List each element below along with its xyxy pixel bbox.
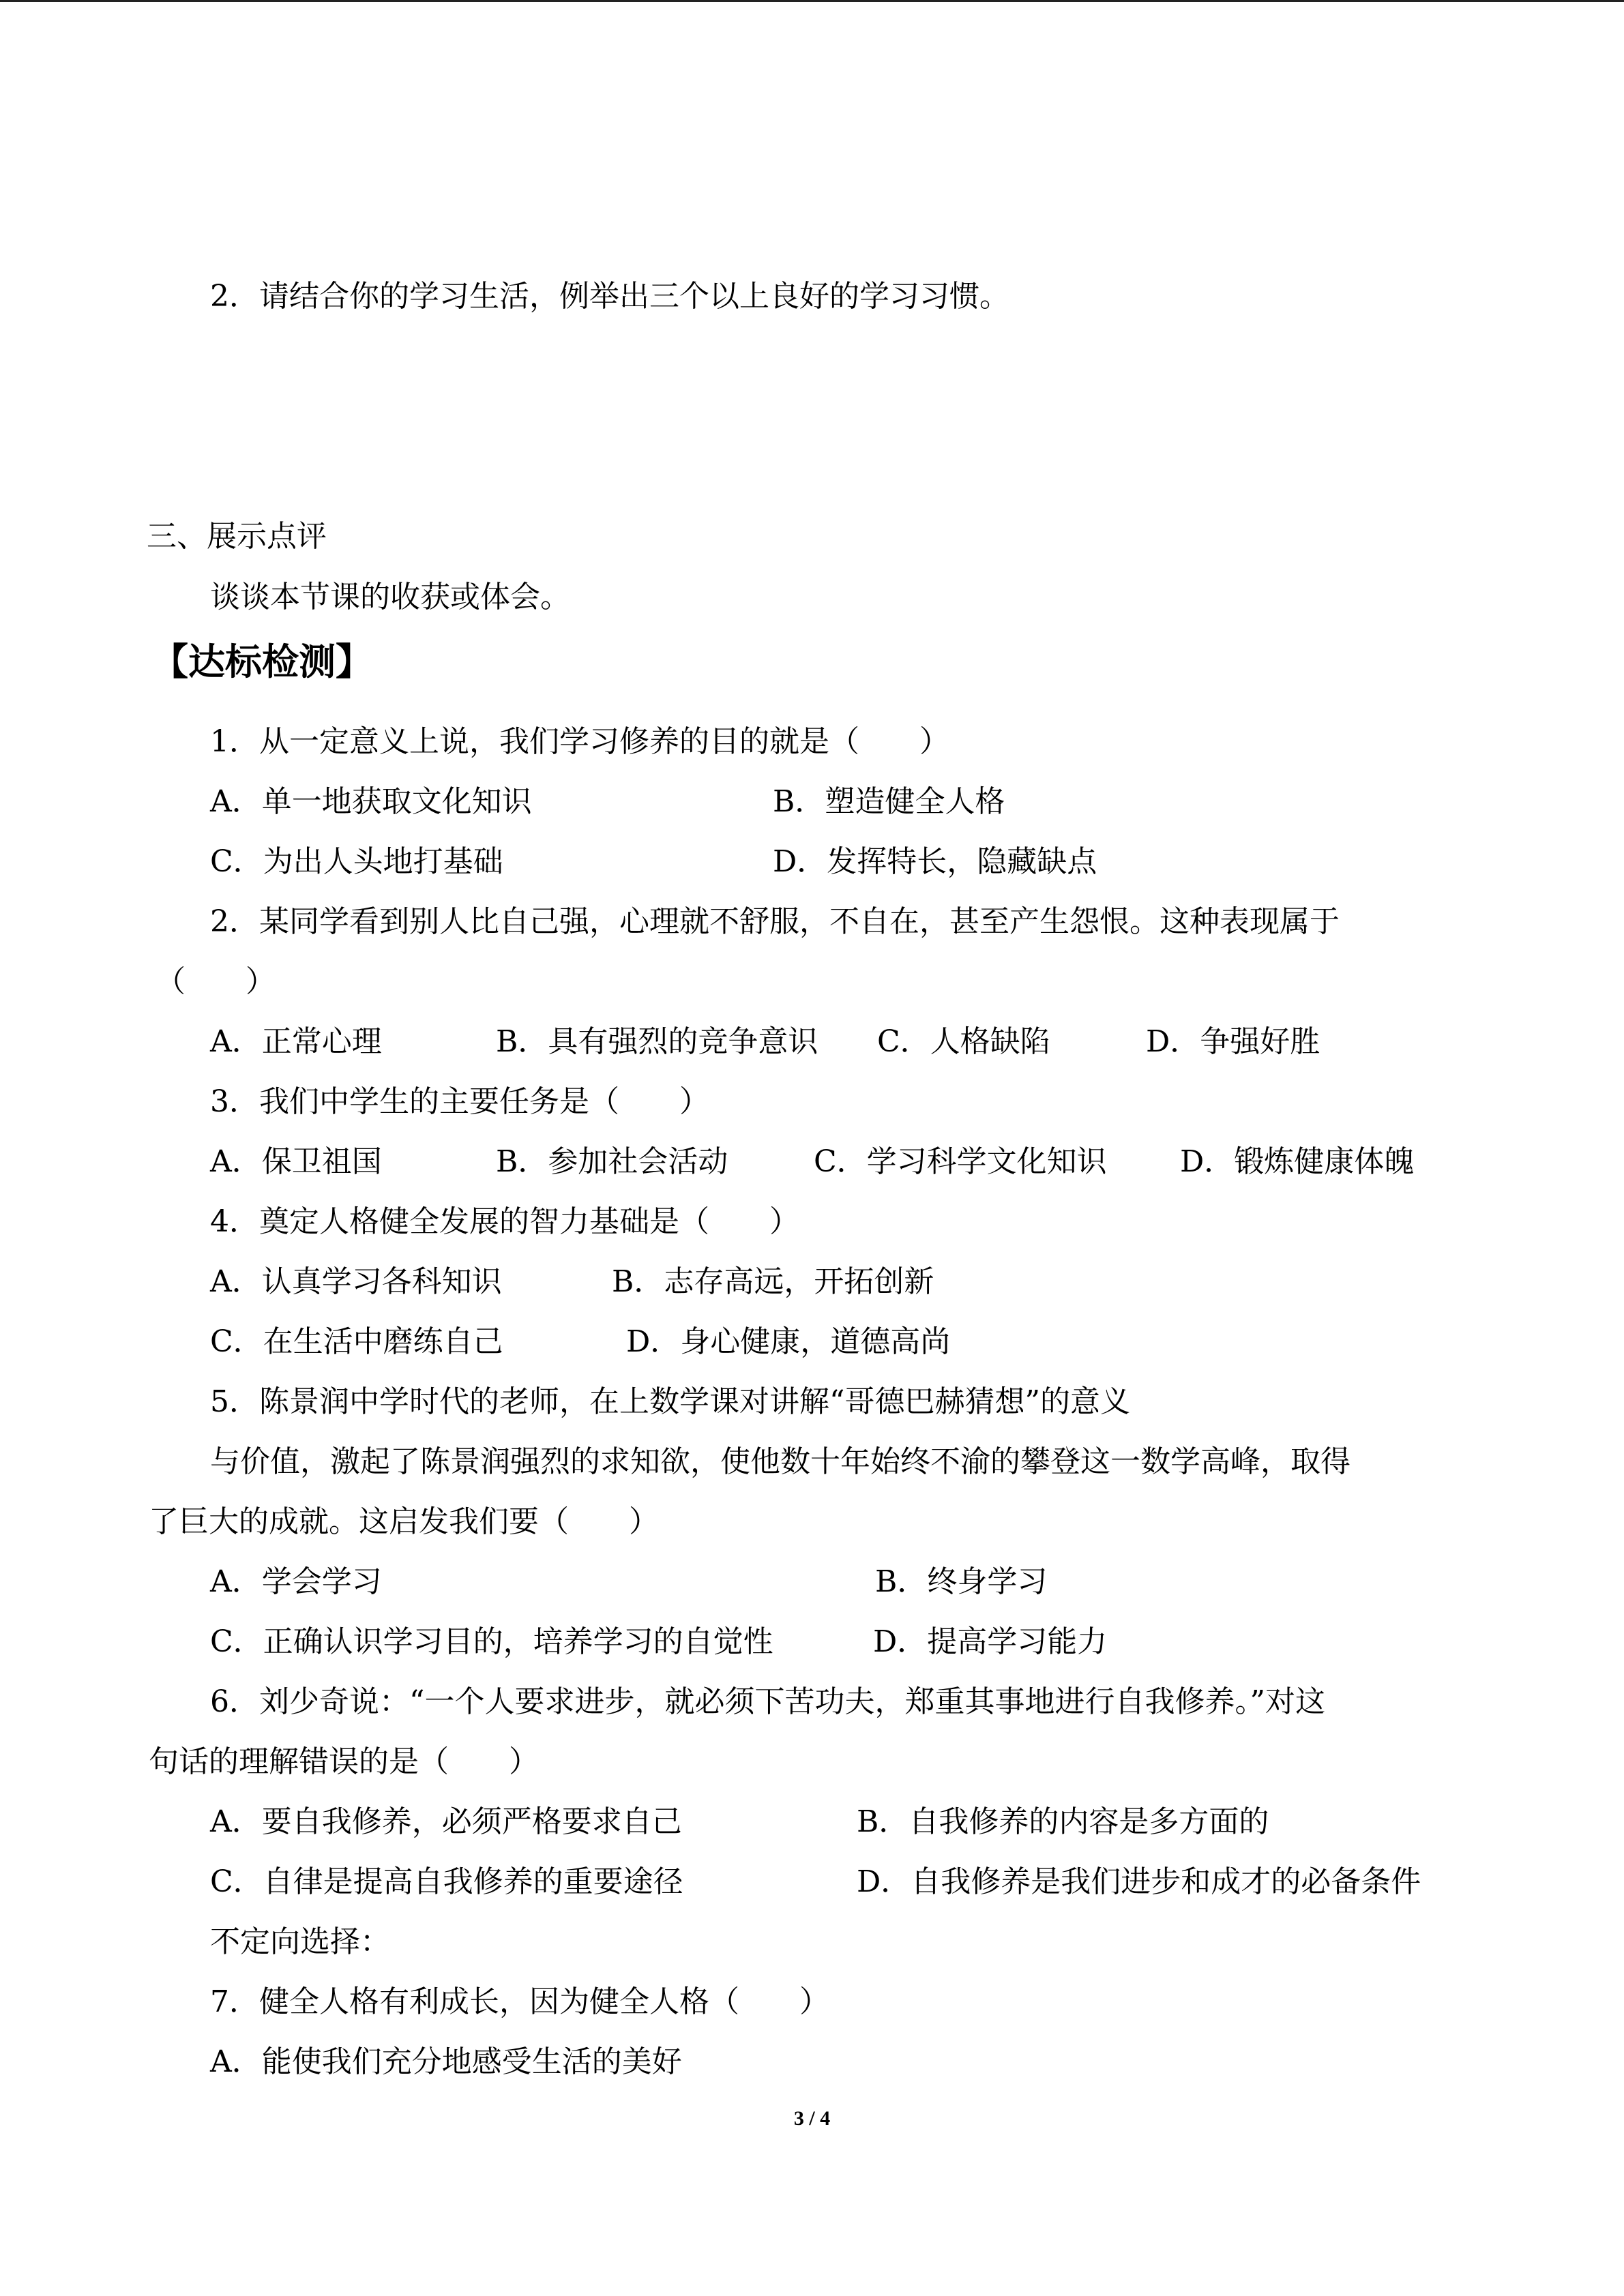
question-5-stem-cont: 与价值，激起了陈景润强烈的求知欲，使他数十年始终不渝的攀登这一数学高峰，取得	[210, 1444, 1350, 1479]
question-5-stem: 5．陈景润中学时代的老师，在上数学课对讲解“哥德巴赫猜想”的意义	[210, 1384, 1130, 1419]
question-4-stem: 4．奠定人格健全发展的智力基础是（ ）	[210, 1204, 799, 1239]
open-question-2: 2．请结合你的学习生活，例举出三个以上良好的学习习惯。	[210, 279, 1009, 314]
q1-option-b: B．塑造健全人格	[773, 784, 1005, 819]
q2-option-c: C．人格缺陷	[877, 1024, 1050, 1059]
question-3-stem: 3．我们中学生的主要任务是（ ）	[210, 1084, 709, 1119]
q2-option-a: A．正常心理	[210, 1024, 382, 1059]
q7-option-a: A．能使我们充分地感受生活的美好	[210, 2044, 682, 2079]
check-section-title: 【达标检测】	[151, 640, 372, 683]
q4-option-c: C．在生活中磨练自己	[210, 1324, 503, 1359]
q6-option-b: B．自我修养的内容是多方面的	[857, 1804, 1269, 1839]
q3-option-d: D．锻炼健康体魄	[1180, 1144, 1415, 1179]
question-2-stem: 2．某同学看到别人比自己强，心理就不舒服，不自在，甚至产生怨恨。这种表现属于	[210, 904, 1340, 939]
q6-option-c: C．自律是提高自我修养的重要途径	[210, 1864, 683, 1899]
section-3-title: 三、展示点评	[147, 519, 327, 554]
section-3-prompt: 谈谈本节课的收获或体会。	[210, 580, 570, 614]
q2-option-d: D．争强好胜	[1146, 1024, 1320, 1059]
q5-option-d: D．提高学习能力	[873, 1624, 1108, 1659]
q3-option-a: A．保卫祖国	[210, 1144, 382, 1179]
q2-option-b: B．具有强烈的竞争意识	[496, 1024, 818, 1059]
q5-option-a: A．学会学习	[210, 1564, 382, 1599]
page-top-border	[0, 0, 1624, 2]
q3-option-c: C．学习科学文化知识	[814, 1144, 1107, 1179]
question-6-stem: 6．刘少奇说：“一个人要求进步，就必须下苦功夫，郑重其事地进行自我修养。”对这	[210, 1684, 1325, 1719]
multi-choice-label: 不定向选择：	[210, 1924, 390, 1959]
question-6-stem-cont: 句话的理解错误的是（ ）	[149, 1744, 539, 1779]
question-7-stem: 7．健全人格有利成长，因为健全人格（ ）	[210, 1984, 829, 2019]
q6-option-a: A．要自我修养，必须严格要求自己	[210, 1804, 682, 1839]
page-number: 3 / 4	[793, 2107, 831, 2130]
q1-option-d: D．发挥特长，隐藏缺点	[773, 844, 1097, 879]
q6-option-d: D．自我修养是我们进步和成才的必备条件	[857, 1864, 1421, 1899]
q3-option-b: B．参加社会活动	[496, 1144, 728, 1179]
q5-option-c: C．正确认识学习目的，培养学习的自觉性	[210, 1624, 773, 1659]
question-2-stem-cont: （ ）	[156, 964, 276, 999]
q4-option-b: B．志存高远，开拓创新	[612, 1264, 934, 1299]
q1-option-a: A．单一地获取文化知识	[210, 784, 532, 819]
question-5-stem-cont2: 了巨大的成就。这启发我们要（ ）	[149, 1504, 659, 1539]
q4-option-a: A．认真学习各科知识	[210, 1264, 502, 1299]
q1-option-c: C．为出人头地打基础	[210, 844, 503, 879]
question-1-stem: 1．从一定意义上说，我们学习修养的目的就是（ ）	[210, 724, 949, 759]
q5-option-b: B．终身学习	[875, 1564, 1048, 1599]
q4-option-d: D．身心健康，道德高尚	[626, 1324, 951, 1359]
